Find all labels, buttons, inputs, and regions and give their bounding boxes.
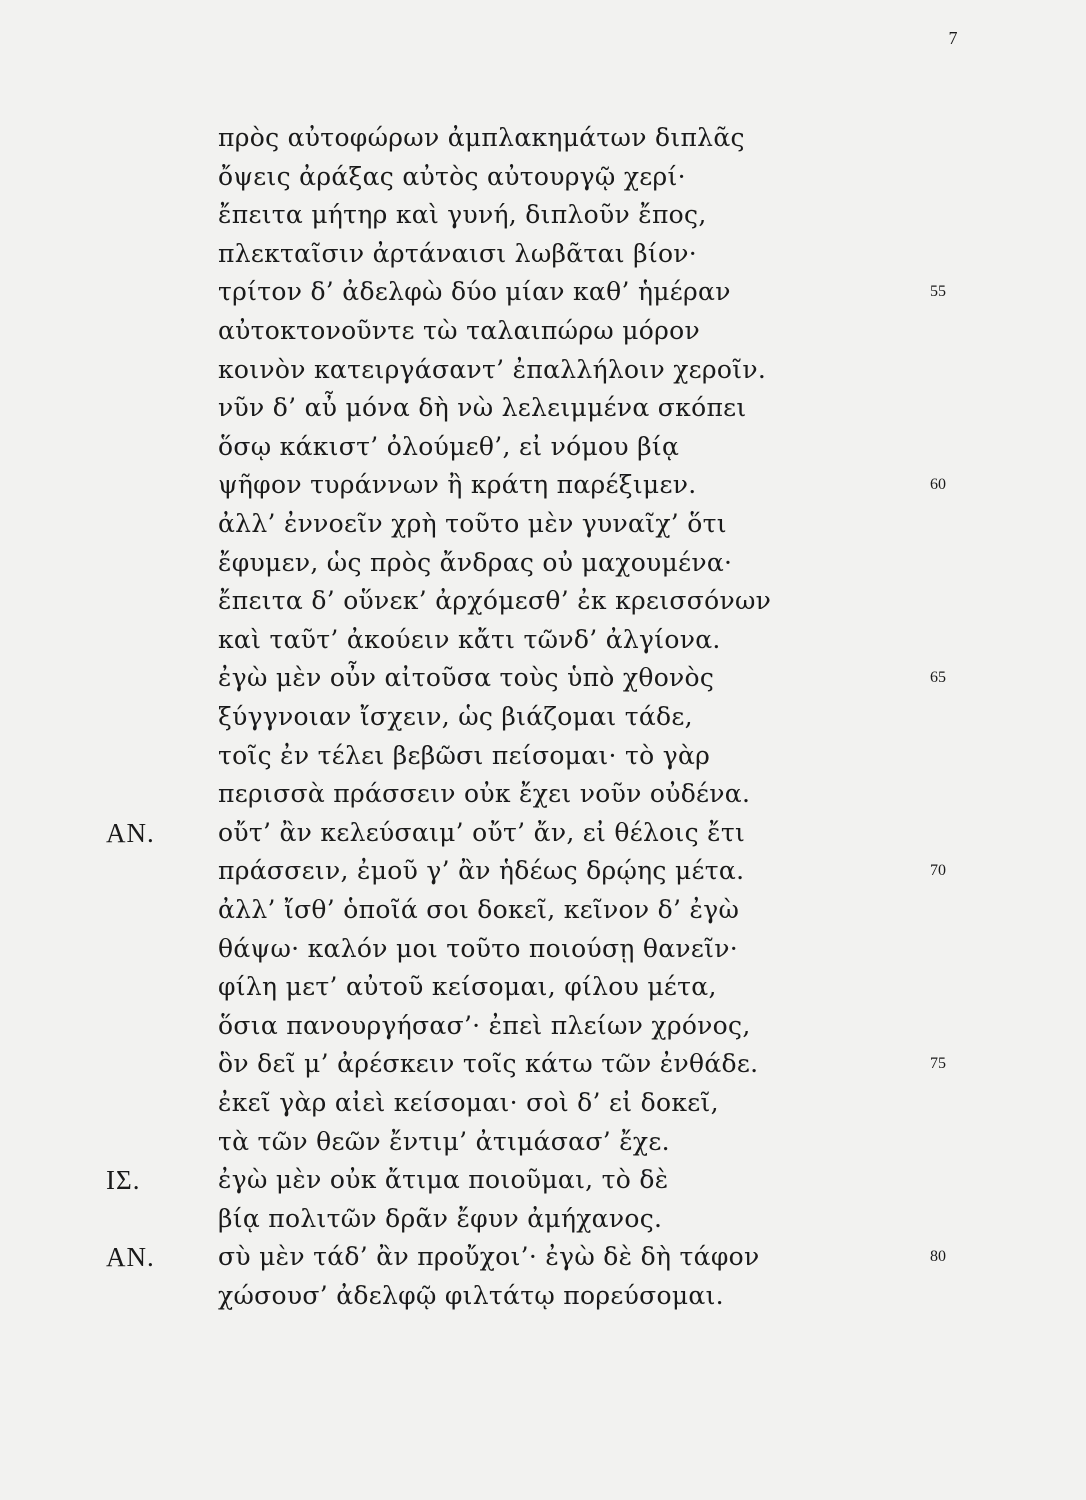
verse-text: χώσουσ’ ἀδελφῷ φιλτάτῳ πορεύσομαι. [218, 1281, 724, 1310]
verse-text: ἔπειτα δ’ οὕνεκ’ ἀρχόμεσθ’ ἐκ κρεισσόνων [218, 586, 772, 616]
verse-line [0, 543, 1086, 583]
speaker-label: ΑΝ. [106, 817, 155, 848]
verse-text: θάψω· καλόν μοι τοῦτο ποιούσῃ θανεῖν· [218, 933, 738, 963]
verse-text: πλεκταῖσιν ἀρτάναισι λωβᾶται βίον· [218, 238, 698, 268]
line-number: 70 [930, 862, 946, 880]
verse-line [0, 118, 1086, 158]
verse-line [0, 195, 1086, 235]
verse-text: καὶ ταῦτ’ ἀκούειν κἄτι τῶνδ’ ἀλγίονα. [218, 624, 721, 654]
verse-text: τὰ τῶν θεῶν ἔντιμ’ ἀτιμάσασ’ ἔχε. [218, 1126, 670, 1156]
line-number: 75 [930, 1055, 946, 1073]
verse-line [0, 697, 1086, 737]
verse-line [0, 350, 1086, 390]
verse-line [0, 1083, 1086, 1123]
speaker-label: ΑΝ. [106, 1242, 155, 1273]
verse-text: ὄψεις ἀράξας αὐτὸς αὐτουργῷ χερί· [218, 161, 686, 191]
verse-text: ἐγὼ μὲν οὖν αἰτοῦσα τοὺς ὑπὸ χθονὸς [218, 663, 715, 693]
verse-line [0, 427, 1086, 467]
verse-line [0, 736, 1086, 776]
verse-text: αὐτοκτονοῦντε τὼ ταλαιπώρω μόρον [218, 316, 700, 345]
verse-line [0, 1044, 1086, 1084]
verse-text: οὔτ’ ἂν κελεύσαιμ’ οὔτ’ ἄν, εἰ θέλοις ἔτι [218, 817, 746, 847]
verse-line [0, 388, 1086, 428]
verse-line [0, 157, 1086, 197]
verse-text: ξύγγνοιαν ἴσχειν, ὡς βιάζομαι τάδε, [218, 702, 693, 731]
verse-line [0, 504, 1086, 544]
verse-line [0, 929, 1086, 969]
verse-line [0, 1237, 1086, 1277]
verse-text: ὅσια πανουργήσασ’· ἐπεὶ πλείων χρόνος, [218, 1010, 751, 1040]
verse-text: ἐγὼ μὲν οὐκ ἄτιμα ποιοῦμαι, τὸ δὲ [218, 1165, 669, 1195]
verse-text: πράσσειν, ἐμοῦ γ’ ἂν ἡδέως δρῴης μέτα. [218, 856, 745, 886]
verse-text: νῦν δ’ αὖ μόνα δὴ νὼ λελειμμένα σκόπει [218, 393, 747, 423]
verse-text: ἔπειτα μήτηρ καὶ γυνή, διπλοῦν ἔπος, [218, 200, 707, 230]
verse-line [0, 620, 1086, 660]
verse-text: ἀλλ’ ἐννοεῖν χρὴ τοῦτο μὲν γυναῖχ’ ὅτι [218, 509, 727, 538]
verse-text: φίλη μετ’ αὐτοῦ κείσομαι, φίλου μέτα, [218, 972, 717, 1002]
verse-line [0, 658, 1086, 698]
verse-text: τρίτον δ’ ἀδελφὼ δύο μίαν καθ’ ἡμέραν [218, 277, 731, 307]
verse-line [0, 581, 1086, 621]
verse-line [0, 1276, 1086, 1316]
line-number: 65 [930, 669, 946, 687]
line-number: 80 [930, 1248, 946, 1266]
speaker-label: ΙΣ. [106, 1165, 141, 1196]
verse-text: τοῖς ἐν τέλει βεβῶσι πείσομαι· τὸ γὰρ [218, 740, 711, 770]
verse-line [0, 465, 1086, 505]
verse-line [0, 1006, 1086, 1046]
verse-text: ὃν δεῖ μ’ ἀρέσκειν τοῖς κάτω τῶν ἐνθάδε. [218, 1049, 759, 1079]
line-number: 60 [930, 476, 946, 494]
verse-line [0, 851, 1086, 891]
verse-line [0, 774, 1086, 814]
verse-line [0, 1199, 1086, 1239]
verse-text: βίᾳ πολιτῶν δρᾶν ἔφυν ἀμήχανος. [218, 1203, 663, 1233]
verse-line [0, 311, 1086, 351]
verse-text: σὺ μὲν τάδ’ ἂν προὔχοι’· ἐγὼ δὲ δὴ τάφον [218, 1242, 760, 1272]
verse-text: ἐκεῖ γὰρ αἰεὶ κείσομαι· σοὶ δ’ εἰ δοκεῖ, [218, 1088, 719, 1117]
verse-line [0, 234, 1086, 274]
line-number: 55 [930, 283, 946, 301]
verse-line [0, 272, 1086, 312]
verse-line [0, 813, 1086, 853]
verse-line [0, 967, 1086, 1007]
verse-text: ψῆφον τυράννων ἢ κράτη παρέξιμεν. [218, 470, 697, 500]
verse-line [0, 1122, 1086, 1162]
verse-line [0, 1160, 1086, 1200]
verse-text: πρὸς αὐτοφώρων ἀμπλακημάτων διπλᾶς [218, 123, 745, 152]
verse-text: ἀλλ’ ἴσθ’ ὁποῖά σοι δοκεῖ, κεῖνον δ’ ἐγὼ [218, 895, 740, 924]
verse-line [0, 890, 1086, 930]
verse-text: ἔφυμεν, ὡς πρὸς ἄνδρας οὐ μαχουμένα· [218, 547, 733, 577]
verse-text: κοινὸν κατειργάσαντ’ ἐπαλλήλοιν χεροῖν. [218, 354, 767, 384]
verse-text: ὅσῳ κάκιστ’ ὀλούμεθ’, εἰ νόμου βίᾳ [218, 431, 680, 461]
page-number: 7 [948, 28, 958, 48]
verse-text: περισσὰ πράσσειν οὐκ ἔχει νοῦν οὐδένα. [218, 779, 751, 809]
